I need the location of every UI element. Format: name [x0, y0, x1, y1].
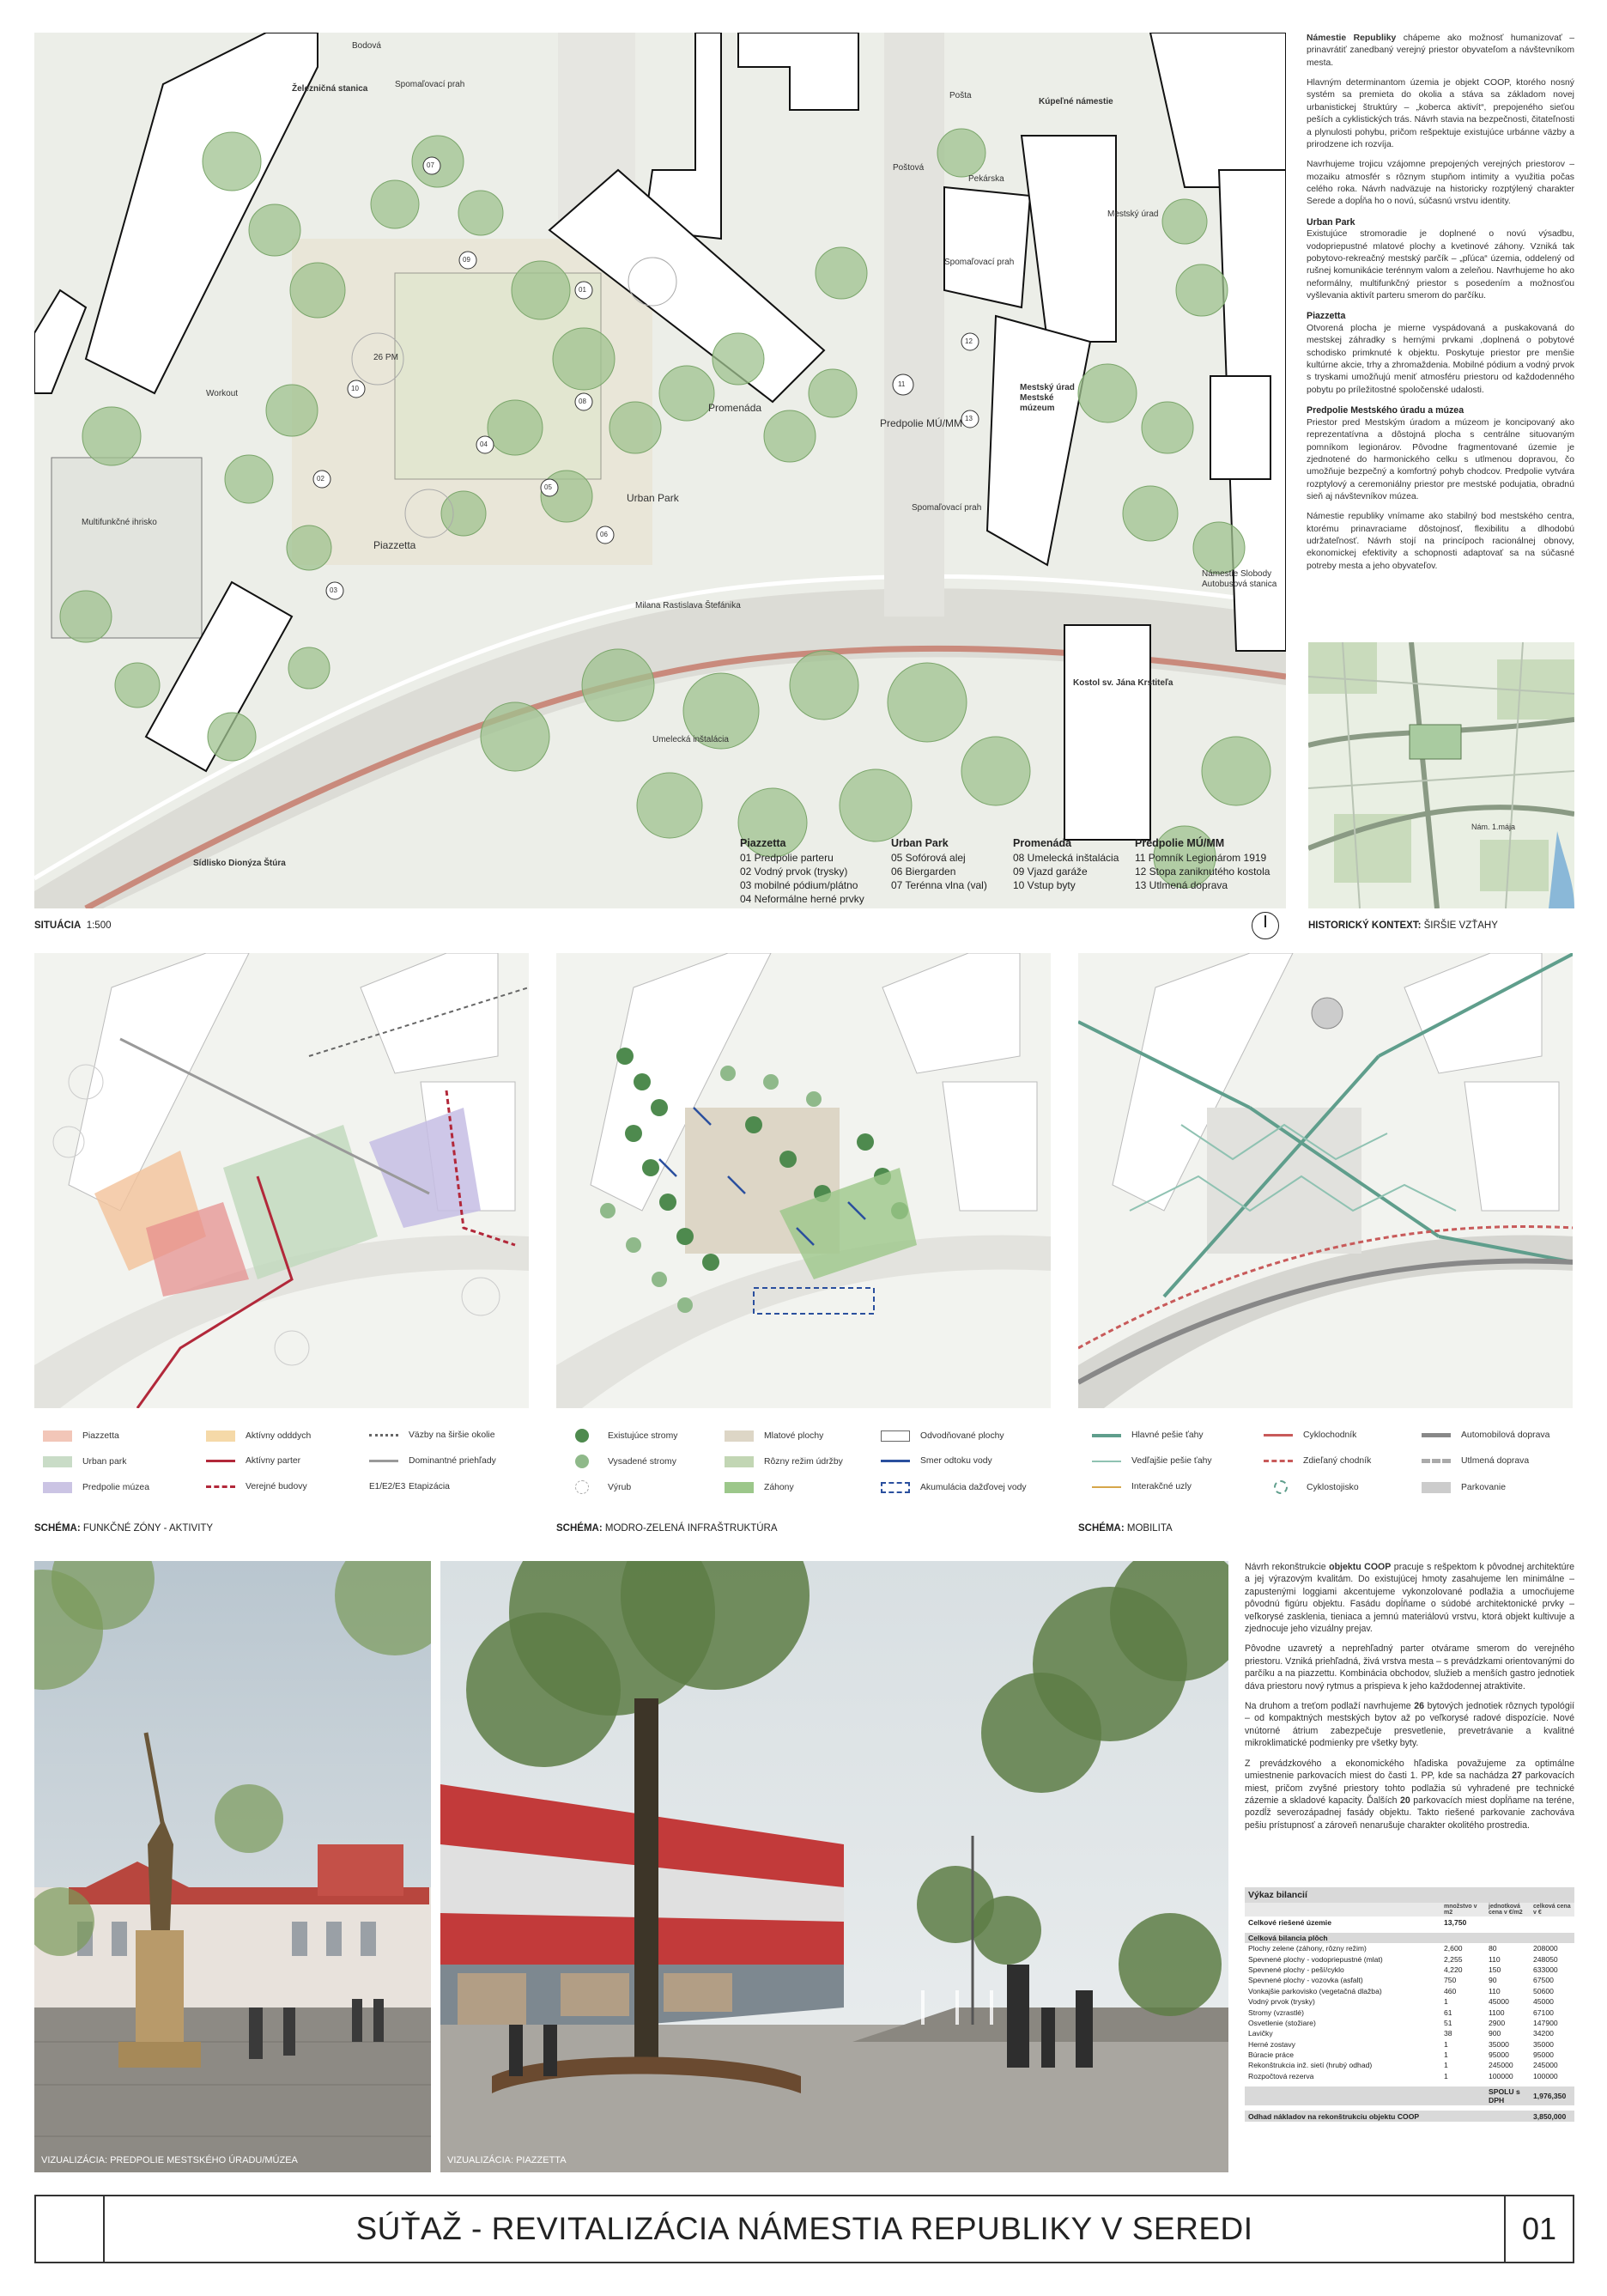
legend2-item: Rôzny režim údržby — [725, 1456, 843, 1467]
legend1-item: E1/E2/E3 Etapizácia — [369, 1482, 450, 1491]
plan-marker: 03 — [330, 586, 337, 594]
legend2-item: Smer odtoku vody — [881, 1456, 992, 1466]
label-postova: Poštová — [893, 163, 925, 173]
legend3-item: Cyklostojisko — [1274, 1480, 1359, 1494]
label-parking: 26 PM — [373, 353, 398, 362]
legend-functional-zones — [34, 1425, 529, 1528]
legend1-item: Dominantné priehľady — [369, 1456, 496, 1466]
legend3-item: Utlmená doprava — [1422, 1456, 1529, 1466]
legend3-item: Automobilová doprava — [1422, 1430, 1549, 1440]
legend-blue-green — [556, 1425, 1051, 1528]
schema-mobility-drawing — [1078, 953, 1573, 1408]
render-predpolie-image — [34, 1561, 431, 2172]
label-posta: Pošta — [949, 91, 972, 100]
plan-legend-urban-park: Urban Park 05 Sofórová alej 06 Biergarden 07 Terénna vlna (val) — [891, 837, 987, 892]
legend2-item: Záhony — [725, 1482, 794, 1493]
label-umelecka: Umelecká inštalácia — [652, 735, 729, 744]
historic-map — [1308, 642, 1574, 908]
plan-marker: 01 — [579, 286, 586, 294]
label-workout: Workout — [206, 389, 239, 398]
label-piazzetta: Piazzetta — [373, 539, 416, 551]
legend2-item: Existujúce stromy — [575, 1429, 677, 1443]
plan-marker: 08 — [579, 398, 586, 405]
legend2-item: Výrub — [575, 1480, 631, 1494]
plan-marker: 10 — [351, 385, 359, 392]
table-section-row: Celková bilancia plôch — [1245, 1933, 1574, 1943]
plan-legend-piazzetta: Piazzetta 01 Predpolie parteru 02 Vodný prvok (trysky) 03 mobilné pódium/plátno 04 Neformálne herné prvky — [740, 837, 864, 906]
render-piazzetta — [440, 1561, 1228, 2172]
label-spomalovaci-3: Spomaľovací prah — [912, 503, 982, 513]
plan-legend-predpolie: Predpolie MÚ/MM 11 Pomník Legionárom 1919 12 Stopa zaniknutého kostola 13 Utlmená doprava — [1135, 837, 1270, 892]
label-milana: Milana Rastislava Štefánika — [635, 601, 741, 610]
legend1-item: Verejné budovy — [206, 1482, 307, 1491]
historic-map-drawing — [1308, 642, 1574, 908]
table-row: Spevnené plochy - vodopriepustné (mlat) 2,255 110 248050 — [1248, 1954, 1558, 1964]
caption-situacia: SITUÁCIA 1:500 — [34, 920, 112, 931]
table-total-row: SPOLU s DPH 1,976,350 — [1245, 2086, 1574, 2105]
legend1-item: Väzby na širšie okolie — [369, 1430, 495, 1440]
legend3-item: Parkovanie — [1422, 1482, 1506, 1493]
schema-blue-green-drawing — [556, 953, 1051, 1408]
text-column-bottom: Návrh rekonštrukcie objektu COOP pracuje s rešpektom k pôvodnej architektúre a jej výrazovým kvalitám. Do existujúcej hmoty zasahujeme len minimálne – zapustenými loggiami akcentujeme vykonzolované podlažia a umocňujeme pôvodnú figúru objektu. Fasádu dopĺňame o súdobé architektonické prvky – veľkorysé zasklenia, tieniaca a jemnú materiálovú vrstvu, ktorá objekt kultivuje a zjednocuje jeho vizuálny prejav. Pôvodne uzavretý a neprehľadný parter otvárame smerom do verejného priestoru. Vzniká priehľadná, živá vrstva mesta – s prevádzkami orientovanými do parčíku a na piazzettu. Kombinácia obchodov, služieb a menších gastro jednotiek dáva priestoru nový rytmus a prispieva k jeho každodennej atraktivite. Na druhom a treťom podlaží navrhujeme 26 bytových jednotiek rôznych typológií – od kompaktných mestských bytov až po veľkorysé radové dispozície. Nové vnútorné átrium zabezpečuje presvetlenie, prevetrávanie a kvalitné mikroklimatické podmienky pre všetky byty. Z prevádzkového a ekonomického hľadiska považujeme za optimálne umiestnenie parkovacích miest do časti 1. PP, kde sa nachádza 27 parkovacích miest, pričom zvyšné priestory tohto podlažia sú vyhradené pre technické zázemie a skladové kapacity. Ďalších 20 parkovacích miest dopĺňame na teréne, pozdĺž severozápadnej fasády objektu. Takto riešené parkovanie zachováva pešiu prístupnosť a zároveň nenarušuje charakter okolitého prostredia. — [1245, 1562, 1575, 1831]
table-title: Výkaz bilancií — [1245, 1887, 1574, 1903]
label-pekarska: Pekárska — [968, 174, 1004, 184]
table-row: Lavičky 38 900 34200 — [1248, 2029, 1554, 2038]
label-promenada: Promenáda — [708, 402, 762, 414]
table-coop-row: Odhad nákladov na rekonštrukciu objektu COOP 3,850,000 — [1245, 2111, 1574, 2121]
table-row: Celkové riešené územie 13,750 — [1248, 1917, 1467, 1927]
table-row: Vodný prvok (trysky) 1 45000 45000 — [1248, 1997, 1554, 2007]
plan-legend-promenada: Promenáda 08 Umelecká inštalácia 09 Vjazd garáže 10 Vstup byty — [1013, 837, 1119, 892]
caption-viz-2: VIZUALIZÁCIA: PIAZZETTA — [447, 2155, 567, 2165]
footer-title: SÚŤAŽ - REVITALIZÁCIA NÁMESTIA REPUBLIKY V SEREDI — [355, 2211, 1253, 2246]
label-spomalovaci-1: Spomaľovací prah — [395, 80, 465, 89]
text-column-top: Námestie Republiky chápeme ako možnosť humanizovať – prinavrátiť zanedbaný verejný priestor obyvateľom a návštevníkom mesta. Hlavným determinantom územia je objekt COOP, ktorého nosný systém sa premieta do okolia a stáva sa základom novej urbanistickej štruktúry – „koberca aktivít“, prepojeného sieťou peších a cyklistických trás. Návrh stavia na bezpečnosti, čitateľnosti a plynulosti pohybu, pričom rešpektuje existujúce urbánne väzby a prirodzene ich rozvíja. Navrhujeme trojicu vzájomne prepojených verejných priestorov – mozaiku atmosfér s rôznym stupňom intimity a využitia počas celého roka. Návrh nadväzuje na historicky rozptýlený charakter Serede a dopĺňa ho o novú, súčasnú vrstvu identity. Urban Park Existujúce stromoradie je doplnené o novú výsadbu, vodopriepustné mlatové plochy a kvetinové záhony. Vzniká tak pobytovo-rekreačný mestský parčík – „pľúca“ územia, oddelený od rušnej komunikácie terénnym valom a zeleňou. Navrhujeme ho ako neformálny, multifunkčný priestor s posedením a možnosťou vyšlevania aktivít parteru smerom do parčíku. Piazzetta Otvorená plocha je mierne vyspádovaná a puskakovaná do mestskej záhradky s hernými prvkami ,doplnená o pobytové schodisko primknuté k objektu. Poskytuje priestor pre menšie kultúrne akcie, trhy a zhromaždenia. Mobilné pódium a vodný prvok s tryskami umožňujú meniť atmosféru priestoru od každodenného pobytu po príležitostné spoločenské udalosti. Predpolie Mestského úradu a múzea Priestor pred Mestským úradom a múzeom je koncipovaný ako reprezentatívna a dôstojná plocha s centrálne situovaným pomníkom legionárov. Pôvodne fragmentované územie je zjednotené do harmonického celku s utlmenou dopravou, čo umožňuje bezpečný a komfortný pohyb chodcov. Predpolie vytvára rozptylový a ceremoniálny priestor pre mestské podujatia, obradnú sieň aj návštevníkov múzea. Námestie republiky vnímame ako stabilný bod mestského centra, ktorému prinavraciame dôstojnosť, flexibilitu a dlhodobú udržateľnosť. Návrh stojí na princípoch racionálnej obnovy, ekonomickej efektivity a schopnosti adaptovať sa na súčasné potreby mesta a jeho obyvateľov. — [1307, 33, 1575, 571]
caption-schema-2: SCHÉMA: MODRO-ZELENÁ INFRAŠTRUKTÚRA — [556, 1523, 778, 1534]
legend2-item: Vysadené stromy — [575, 1455, 676, 1468]
site-plan-drawing — [34, 33, 1286, 908]
plan-marker: 11 — [898, 380, 906, 388]
plan-marker: 05 — [544, 483, 552, 491]
plan-marker: 04 — [480, 440, 488, 448]
legend2-item: Odvodňované plochy — [881, 1430, 1004, 1442]
legend2-item: Akumulácia dažďovej vody — [881, 1482, 1027, 1493]
footer — [34, 2195, 1574, 2263]
legend2-item: Mlatové plochy — [725, 1430, 823, 1442]
table-row: Spevnené plochy - peší/cyklo 4,220 150 633000 — [1248, 1965, 1558, 1975]
label-kupelne: Kúpeľné námestie — [1039, 97, 1113, 106]
label-sidlisko: Sídlisko Dionýza Štúra — [193, 859, 286, 868]
footer-left-cell — [36, 2196, 105, 2262]
historic-map-label: Nám. 1.mája — [1471, 823, 1516, 831]
plan-marker: 02 — [317, 475, 324, 483]
balance-table — [1245, 1887, 1574, 2122]
caption-schema-3: SCHÉMA: MOBILITA — [1078, 1523, 1173, 1534]
table-row: Spevnené plochy - vozovka (asfalt) 750 90 67500 — [1248, 1976, 1554, 1985]
label-spomalovaci-2: Spomaľovací prah — [944, 258, 1015, 267]
schema-blue-green — [556, 953, 1051, 1408]
table-grid: množstvo v m2 jednotková cena v €/m2 celková cena v € Celkové riešené územie 13,750 Celková bilancia plôch Plochy zelene (záhony, rôzny režim) 2,600 80 208000 Spevnené plochy - vodopriepustné (mlat) 2,255 110 248050 Spevnené plochy - peší/cyklo 4,220 150 633000 Spevnené plochy - vozovka (asfalt) 750 90 67500 Vonkajšie parkovisko (vegetačná dlažba) 460 110 50600 Vodný prvok (trysky) 1 45000 45000 Stromy (vzrastlé) 61 1100 67100 Osvetlenie (stožiare) 51 2900 147900 Lavičky 38 900 34200 Herné zostavy 1 35000 35000 Búracie práce 1 95000 95000 Rekonštrukcia inž. sietí (hrubý odhad) 1 245000 245000 Rozpočtová rezerva 1 100000 100000 SPOLU s DPH 1,976,350 Odhad nákladov na rekonštrukciu objektu COOP 3,850,000 — [1245, 1903, 1574, 2122]
render-predpolie — [34, 1561, 431, 2172]
table-row: Búracie práce 1 95000 95000 — [1248, 2050, 1554, 2060]
table-row: Herné zostavy 1 35000 35000 — [1248, 2039, 1554, 2049]
legend3-item: Interakčné uzly — [1092, 1482, 1192, 1491]
plan-marker: 12 — [965, 337, 973, 345]
schema-mobility — [1078, 953, 1573, 1408]
table-row: Stromy (vzrastlé) 61 1100 67100 — [1248, 2007, 1554, 2017]
schema-functional-zones-drawing — [34, 953, 529, 1408]
plan-marker: 06 — [600, 531, 608, 538]
caption-schema-1: SCHÉMA: FUNKČNÉ ZÓNY - AKTIVITY — [34, 1523, 214, 1534]
plan-marker: 07 — [427, 161, 434, 169]
table-row: Plochy zelene (záhony, rôzny režim) 2,600 80 208000 — [1248, 1944, 1558, 1953]
label-mu-mm: Mestský úrad Mestské múzeum — [1020, 383, 1075, 413]
legend1-item: Urban park — [43, 1456, 126, 1467]
legend3-item: Zdieľaný chodník — [1264, 1456, 1371, 1466]
legend1-item: Predpolie múzea — [43, 1482, 149, 1493]
legend1-item: Aktívny parter — [206, 1456, 300, 1466]
plan-marker: 09 — [463, 256, 470, 264]
label-zeleznicna: Železničná stanica — [292, 84, 368, 94]
legend1-item: Aktívny odddych — [206, 1430, 311, 1442]
schema-functional-zones — [34, 953, 529, 1408]
legend-mobility — [1078, 1425, 1573, 1528]
legend3-item: Vedľajšie pešie ťahy — [1092, 1456, 1212, 1466]
caption-historicky: HISTORICKÝ KONTEXT: ŠIRŠIE VZŤAHY — [1308, 920, 1498, 931]
north-arrow-icon — [1252, 912, 1279, 939]
legend1-item: Piazzetta — [43, 1430, 119, 1442]
footer-page-number: 01 — [1504, 2196, 1573, 2262]
label-mestsky-urad: Mestský úrad — [1107, 210, 1159, 219]
legend3-item: Cyklochodník — [1264, 1430, 1356, 1440]
label-kostol: Kostol sv. Jána Krstiteľa — [1073, 678, 1173, 688]
render-piazzetta-image — [440, 1561, 1228, 2172]
table-row: Rekonštrukcia inž. sietí (hrubý odhad) 1 245000 245000 — [1248, 2061, 1558, 2070]
site-plan — [34, 33, 1286, 908]
caption-viz-1: VIZUALIZÁCIA: PREDPOLIE MESTSKÉHO ÚRADU/MÚZEA — [41, 2155, 298, 2165]
table-row: Osvetlenie (stožiare) 51 2900 147900 — [1248, 2018, 1558, 2027]
plan-marker: 13 — [965, 415, 973, 422]
label-multifunkcne: Multifunkčné ihrisko — [82, 518, 157, 527]
label-urban-park: Urban Park — [627, 492, 679, 504]
table-row: Rozpočtová rezerva 1 100000 100000 — [1248, 2071, 1558, 2080]
legend3-item: Hlavné pešie ťahy — [1092, 1430, 1204, 1440]
label-bodova: Bodová — [352, 41, 381, 51]
table-row: Vonkajšie parkovisko (vegetačná dlažba) 460 110 50600 — [1248, 1986, 1554, 1995]
label-predpolie: Predpolie MÚ/MM — [880, 417, 963, 429]
label-namestie-slobody: Námestie Slobody Autobusová stanica — [1202, 569, 1277, 589]
